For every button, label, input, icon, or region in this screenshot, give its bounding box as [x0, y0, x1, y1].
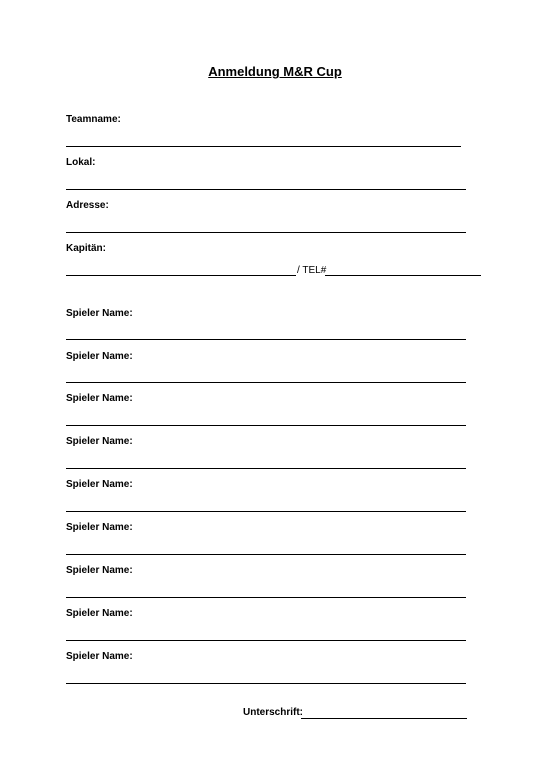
teamname-label: Teamname: — [66, 114, 121, 125]
player-label: Spieler Name: — [66, 565, 133, 576]
form-title: Anmeldung M&R Cup — [208, 64, 342, 79]
signature-line[interactable] — [301, 718, 467, 719]
player-line[interactable] — [66, 511, 466, 512]
player-label: Spieler Name: — [66, 608, 133, 619]
tel-line[interactable] — [325, 275, 481, 276]
tel-label: / TEL# — [297, 265, 327, 276]
kapitaen-line[interactable] — [66, 275, 296, 276]
adresse-line[interactable] — [66, 232, 466, 233]
player-label: Spieler Name: — [66, 522, 133, 533]
player-label: Spieler Name: — [66, 651, 133, 662]
player-line[interactable] — [66, 382, 466, 383]
lokal-line[interactable] — [66, 189, 466, 190]
player-line[interactable] — [66, 640, 466, 641]
signature-label: Unterschrift: — [243, 707, 304, 718]
player-line[interactable] — [66, 554, 466, 555]
player-label: Spieler Name: — [66, 308, 133, 319]
lokal-label: Lokal: — [66, 157, 96, 168]
player-label: Spieler Name: — [66, 479, 133, 490]
player-label: Spieler Name: — [66, 436, 133, 447]
kapitaen-label: Kapitän: — [66, 243, 106, 254]
adresse-label: Adresse: — [66, 200, 109, 211]
player-line[interactable] — [66, 425, 466, 426]
player-line[interactable] — [66, 339, 466, 340]
player-line[interactable] — [66, 597, 466, 598]
player-line[interactable] — [66, 683, 466, 684]
player-line[interactable] — [66, 468, 466, 469]
player-label: Spieler Name: — [66, 393, 133, 404]
player-label: Spieler Name: — [66, 351, 133, 362]
teamname-line[interactable] — [66, 146, 461, 147]
